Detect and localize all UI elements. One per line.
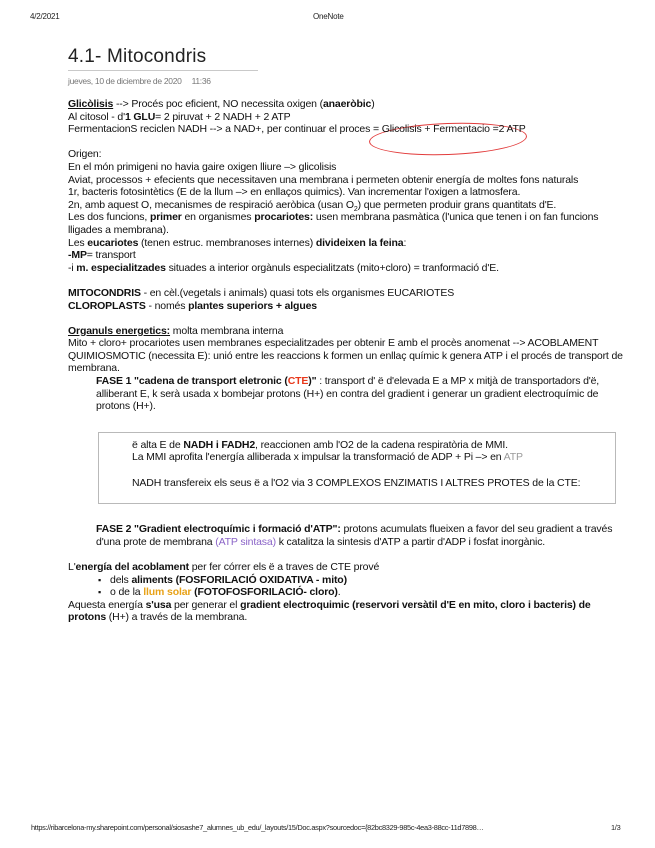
box-l2 bbox=[132, 451, 605, 464]
glicolisi-line bbox=[68, 98, 624, 111]
origen-l2: Aviat, processos + efecients que necessitaven una membrana i permeten obtenir energía de moltes fons naturals bbox=[68, 173, 579, 186]
citosol-line bbox=[68, 111, 624, 124]
cloro-term: CLOROPLASTS bbox=[68, 299, 146, 312]
fase2-atp-sintasa: (ATP sintasa) bbox=[215, 535, 276, 548]
l7b: = transport bbox=[86, 249, 136, 262]
page-time: 11:36 bbox=[191, 76, 211, 86]
app-name: OneNote bbox=[313, 12, 344, 21]
origen-l1: En el món primigeni no havia gaire oxigen lliure –> glicolisis bbox=[68, 160, 337, 173]
origen-l4 bbox=[68, 199, 624, 212]
glicolisi-term: Glicòlisis bbox=[68, 98, 114, 110]
energia-line bbox=[68, 561, 624, 574]
fase2-rest-b: k catalitza la sintesis d'ATP a partir d'ADP i fosfat inorgànic. bbox=[275, 535, 546, 548]
l8b: m. especialitzades bbox=[76, 261, 166, 274]
organuls-heading bbox=[68, 325, 624, 338]
page-date bbox=[68, 76, 221, 86]
pc: per generar el bbox=[171, 598, 241, 611]
glicolisi-text: --> Procés poc eficient, NO necessita oxigen ( bbox=[113, 98, 323, 110]
fase2-title: FASE 2 "Gradient electroquímic i formació d'ATP": bbox=[96, 523, 341, 536]
origen-l4b: ) que permeten produir grans quantitats d'E. bbox=[357, 198, 557, 211]
fase1-cte: CTE bbox=[287, 375, 309, 388]
list-item bbox=[98, 574, 624, 587]
b2c: (FOTOFOSFORILACIÓ- cloro) bbox=[191, 586, 338, 599]
l6c: (tenen estruc. membranoses internes) bbox=[138, 236, 316, 249]
origen-l6 bbox=[68, 237, 624, 250]
l6a: Les bbox=[68, 236, 88, 249]
citosol-a: Al citosol - d' bbox=[68, 110, 125, 123]
b2a: o de la bbox=[110, 586, 144, 599]
box-l1a: ë alta E de bbox=[132, 438, 184, 451]
l5b: primer bbox=[149, 211, 182, 224]
glicolisi-close: ) bbox=[371, 98, 375, 110]
box-l1c: , reaccionen amb l'O2 de la cadena respiratòria de MMI. bbox=[255, 438, 508, 451]
box-l2b: ATP bbox=[503, 451, 523, 464]
citosol-c: = 2 piruvat + 2 NADH + 2 ATP bbox=[155, 110, 291, 123]
title-divider bbox=[68, 70, 258, 71]
l7a: -MP bbox=[68, 249, 87, 262]
l6d: divideixen la feina bbox=[315, 236, 404, 249]
footer-page: 1/3 bbox=[611, 823, 621, 832]
organuls-title: Organuls energetics: bbox=[68, 324, 171, 337]
energia-a: L' bbox=[68, 561, 76, 573]
cloro-rest: - només bbox=[145, 299, 189, 312]
origen-l4a: 2n, amb aquest O, mecanismes de respiració aeròbica (usan O bbox=[68, 198, 354, 211]
print-date: 4/2/2021 bbox=[30, 12, 60, 21]
origen-label: Origen: bbox=[68, 148, 102, 161]
info-box bbox=[98, 432, 616, 504]
fase1-a: FASE 1 "cadena de transport eletronic ( bbox=[96, 375, 288, 388]
origen-l8 bbox=[68, 262, 624, 275]
energia-final bbox=[68, 599, 624, 624]
pe: (H+) a través de la membrana. bbox=[106, 611, 248, 624]
organuls-p1: Mito + cloro+ procariotes usen membranes especialitzades per obtenir E amb el procès anomenat --> ACOBLAMENT QUIMIOSMOTIC (necessita E): unió entre les reaccions k formen un enllaç químic k genera ATP i el procés de transport de membrana. bbox=[68, 337, 623, 375]
b2d: . bbox=[337, 586, 341, 599]
l5a: Les dos funcions, bbox=[68, 211, 150, 224]
box-l2a: La MMI aprofita l'energía alliberada x impulsar la transformació de ADP + Pi –> en bbox=[132, 451, 504, 464]
b2b: llum solar bbox=[143, 586, 192, 599]
fase1-rest: : transport d' ë d'elevada E a MP x mitjà de transportadors d'ë, alliberant E, k serà usada x bombejar protons (H+) en contra del gradient i generar un gradient electroquímic de protons (H+). bbox=[96, 375, 600, 413]
l6e: : bbox=[403, 236, 407, 249]
l5c: en organismes bbox=[181, 211, 255, 224]
fase1-paragraph bbox=[96, 375, 624, 413]
note-body bbox=[68, 98, 624, 624]
energia-list bbox=[68, 574, 624, 599]
l5e: usen membrana pasmàtica (l'unica que tenen i on fan funcions lligades a membrana). bbox=[68, 211, 599, 236]
mito-term: MITOCONDRIS bbox=[68, 286, 141, 299]
b1a: dels bbox=[110, 573, 132, 586]
pb: s'usa bbox=[145, 598, 172, 611]
page-date-text: jueves, 10 de diciembre de 2020 bbox=[68, 76, 182, 86]
box-l3: NADH transfereix els seus ë a l'O2 via 3 COMPLEXOS ENZIMATIS I ALTRES PROTES de la CTE: bbox=[132, 476, 581, 489]
origen-l3: 1r, bacteris fotosintètics (E de la llum –> en enllaços quimics). Van incrementar l'oxigen a latmosfera. bbox=[68, 186, 521, 199]
l8c: situades a interior orgànuls especialitzats (mito+cloro) = tranformació d'E. bbox=[165, 261, 499, 274]
origen-l5 bbox=[68, 211, 624, 236]
cloro-bold: plantes superiors + algues bbox=[188, 299, 317, 312]
list-item bbox=[98, 586, 624, 599]
l5d: procariotes: bbox=[254, 211, 314, 224]
l8a: -i bbox=[68, 261, 77, 274]
citosol-glu: 1 GLU bbox=[124, 110, 156, 123]
pd: gradient electroquimic (reservori versàtil d'E en mito, cloro i bacteris) de protons bbox=[68, 598, 591, 624]
origen-l4sub: 2 bbox=[353, 205, 358, 213]
energia-c: per fer córrer els ë a traves de CTE prové bbox=[188, 561, 380, 573]
page-title: 4.1- Mitocondris bbox=[68, 46, 207, 67]
cloroplasts-line bbox=[68, 300, 624, 313]
fase2-paragraph bbox=[96, 523, 624, 548]
box-l1 bbox=[132, 439, 605, 452]
mito-rest: - en cèl.(vegetals i animals) quasi tots els organismes EUCARIOTES bbox=[140, 286, 455, 299]
fermentacio-line: FermentacionS reciclen NADH --> a NAD+, per continuar el proces = Glicolisis + Fermentacio =2 ATP bbox=[68, 123, 526, 136]
b1b: aliments (FOSFORILACIÓ OXIDATIVA - mito) bbox=[131, 573, 347, 586]
footer-url: https://ribarcelona-my.sharepoint.com/personal/siosashe7_alumnes_ub_edu/_layouts/15/Doc.aspx?sourcedoc={82bc8329-985c-4ea3-88cc-11d7898… bbox=[31, 823, 484, 832]
box-l1b: NADH i FADH2 bbox=[183, 438, 256, 451]
fase1-b: )" bbox=[308, 375, 317, 388]
mitocondris-line bbox=[68, 287, 624, 300]
anaerobic-term: anaeròbic bbox=[322, 98, 372, 110]
origen-l7 bbox=[68, 249, 624, 262]
l6b: eucariotes bbox=[87, 236, 139, 249]
organuls-rest: molta membrana interna bbox=[170, 324, 284, 337]
fase2-rest-a: protons acumulats flueixen a favor del seu gradient a través d'una prote de membrana bbox=[96, 523, 613, 548]
pa: Aquesta energía bbox=[68, 598, 146, 611]
energia-b: energía del acoblament bbox=[75, 561, 189, 573]
